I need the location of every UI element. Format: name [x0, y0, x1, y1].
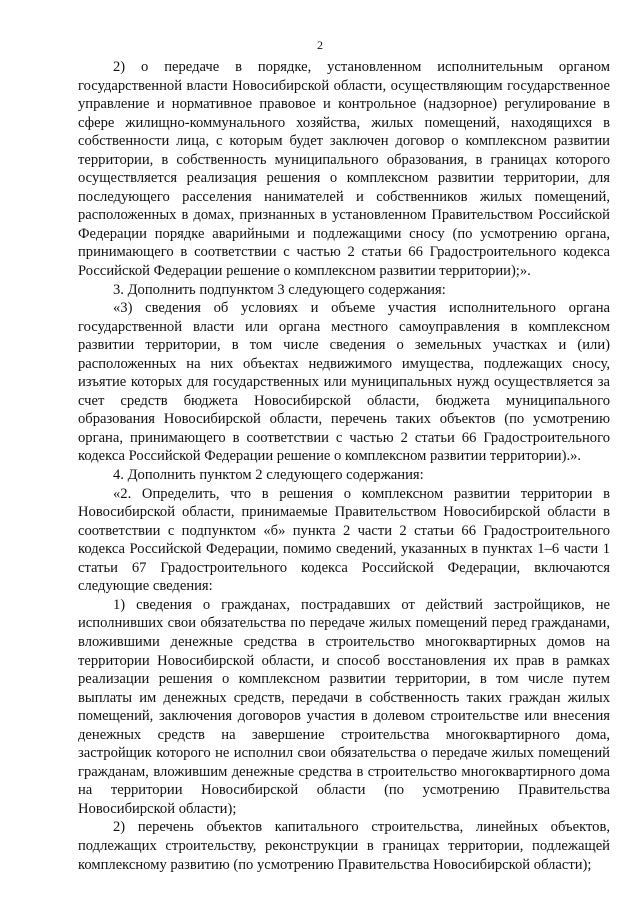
- paragraph-item-3-heading: 3. Дополнить подпунктом 3 следующего содержания:: [113, 281, 446, 298]
- paragraph-subpoint-2: 2) о передаче в порядке, установленном исполнительным органом государственной власти Новосибирской области, осуществляющим государственное управление и нормативное правовое и контрольное (надзорное) регулирование в сфере жилищно-коммунального хозяйства, жилых помещений, находящихся в собственности лица, с которым будет заключен договор о комплексном развитии территории, в собственность муниципального образования, в границах которого осуществляется реализация решения о комплексном развитии территории, для последующего расселения нанимателей и собственников жилых помещений, расположенных в домах, признанных в установленном Правительством Российской Федерации порядке аварийными и подлежащими сносу (по усмотрению органа, принимающего в соответствии с частью 2 статьи 66 Градостроительного кодекса Российской Федерации решение о комплексном развитии территории);».: [78, 59, 610, 280]
- paragraph-point-2: «2. Определить, что в решения о комплексном развитии территории в Новосибирской области, принимаемые Правительством Новосибирской области в соответствии с подпунктом «б» пункта 2 части 2 статьи 66 Градостроительного кодекса Российской Федерации, помимо сведений, указанных в пунктах 1–6 части 1 статьи 67 Градостроительного кодекса Российской Федерации, включаются следующие сведения:: [78, 485, 610, 595]
- paragraph-subpoint-3: «3) сведения об условиях и объеме участия исполнительного органа государственной власти или органа местного самоуправления в комплексном развитии территории, в том числе сведения о земельных участках и (или) расположенных на них объектах недвижимого имущества, подлежащих сносу, изъятие которых для государственных или муниципальных нужд осуществляется за счет средств бюджета Новосибирской области, бюджета муниципального образования Новосибирской области, перечень таких объектов (по усмотрению органа, принимающего в соответствии с частью 2 статьи 66 Градостроительного кодекса Российской Федерации решение о комплексном развитии территории).».: [78, 300, 610, 465]
- paragraph-point-2-sub-2: 2) перечень объектов капитального строительства, линейных объектов, подлежащих строительству, реконструкции в границах территории, подлежащей комплексному развитию (по усмотрению Правительства Новосибирской области);: [78, 819, 610, 873]
- page-number: 2: [317, 38, 323, 52]
- paragraph-item-4-heading: 4. Дополнить пунктом 2 следующего содержания:: [113, 467, 424, 484]
- paragraph-point-2-sub-1: 1) сведения о гражданах, пострадавших от действий застройщиков, не исполнивших свои обязательства по передаче жилых помещений перед гражданами, вложившими денежные средства в строительство многоквартирных домов на территории Новосибирской области, и способ восстановления их прав в рамках реализации решения о комплексном развитии территории, в том числе путем выплаты им денежных средств, передачи в собственность таких граждан жилых помещений, заключения договоров участия в долевом строительстве или внесения денежных средств на завершение строительства многоквартирного дома, застройщик которого не исполнил свои обязательства о передаче жилых помещений гражданам, вложившим денежные средства в строительство многоквартирного дома на территории Новосибирской области (по усмотрению Правительства Новосибирской области);: [78, 596, 610, 817]
- document-body: [78, 58, 610, 874]
